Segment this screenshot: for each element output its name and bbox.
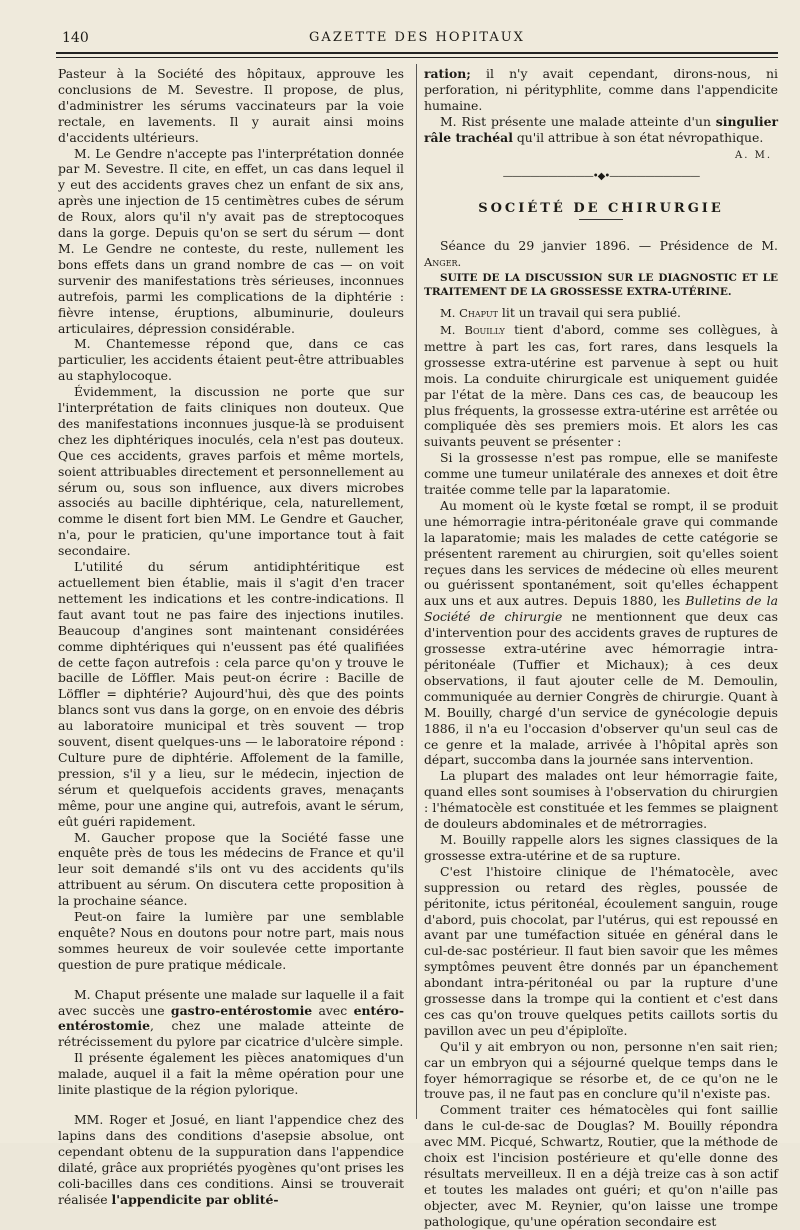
bold-term: ration; xyxy=(424,66,471,81)
paragraph: M. Bouilly rappelle alors les signes classiques de la grossesse extra-utérine et de sa rupture. xyxy=(424,831,778,863)
column-divider xyxy=(416,64,417,1119)
paragraph-bouilly xyxy=(424,322,778,450)
left-column xyxy=(58,66,404,1207)
bold-term: l'appendicite par oblité- xyxy=(111,1191,279,1207)
speaker-text: tient d'abord, comme ses collègues, à mettre à part les cas, fort rares, dans lesquels la grossesse extra-utérine est parvenue à sept ou huit mois. La conduite chirurgicale est uniquement guidée par l'état de la mère. Dans ces cas, de beaucoup les plus fréquents, la grossesse extra-utérine est arrêtée ou compliquée dès ses premiers mois. Et alors les cas suivants peuvent se présenter : xyxy=(424,321,778,450)
paragraph: M. Chantemesse répond que, dans ce cas particulier, les accidents étaient peut-être attribuables au staphylocoque. xyxy=(58,336,404,384)
seance-text: Séance du 29 janvier 1896. — Présidence de M. xyxy=(440,238,778,254)
paragraph-gap xyxy=(58,1098,404,1112)
header-rule-thick xyxy=(56,52,778,54)
speaker-text: lit un travail qui sera publié. xyxy=(497,305,681,321)
paragraph-gap xyxy=(58,973,404,987)
bold-term: singulier râle trachéal xyxy=(424,113,778,145)
page-number: 140 xyxy=(62,30,89,46)
speaker-name: M. Chaput xyxy=(440,306,498,321)
paragraph: La plupart des malades ont leur hémorragie faite, quand elles sont soumises à l'observation du chirurgien : l'hématocèle est constituée et les femmes se plaignent de douleurs abdominales et de métrorragies. xyxy=(424,768,778,832)
author-signature: A. M. xyxy=(735,149,772,161)
rist-text: M. Rist présente une malade atteinte d'un xyxy=(440,113,716,129)
header-rule-thin xyxy=(56,57,778,58)
paragraph: Qu'il y ait embryon ou non, personne n'en sait rien; car un embryon qui a séjourné quelque temps dans le foyer hémorragique se résorbe et, de ce qu'on ne le trouve pas, il ne faut pas en conclure qu'il n'existe pas. xyxy=(424,1038,778,1102)
paragraph: Si la grossesse n'est pas rompue, elle se manifeste comme une tumeur unilatérale des annexes et doit être traitée comme telle par la laparatomie. xyxy=(424,450,778,498)
continuation-text: il n'y avait cependant, dirons-nous, ni perforation, ni pérityphlite, comme dans l'appendicite humaine. xyxy=(424,66,778,113)
kyste-text: Au moment où le kyste fœtal se rompt, il se produit une hémorragie intra-péritonéale grave qui commande la laparatomie; mais les malades de cette catégorie se présentent rarement au chirurgien, soit qu'elles soient reçues dans les services de médecine où elles meurent ou guérissent spontanément, soit qu'elles échappent aux uns et aux autres. Depuis 1880, les xyxy=(424,497,778,609)
paragraph-chaput-chir xyxy=(424,305,778,322)
continuation-paragraph xyxy=(424,66,778,114)
ornament-divider: ——————————•◆•—————————— xyxy=(502,171,700,183)
connector-text: avec xyxy=(312,1002,354,1018)
subheading: SUITE DE LA DISCUSSION SUR LE DIAGNOSTIC ET LE TRAITEMENT DE LA GROSSESSE EXTRA-UTÉRINE. xyxy=(424,272,778,299)
paragraph-roger-josue xyxy=(58,1112,404,1207)
bold-term: entéro-entérostomie xyxy=(58,1002,404,1034)
bulletins-title: Bulletins de la Société de chirurgie xyxy=(424,593,778,625)
chaput-text-end: , chez une malade atteinte de rétrécissement du pylore par cicatrice d'ulcère simple. xyxy=(58,1018,404,1050)
paragraph-chaput xyxy=(58,987,404,1051)
section-title: SOCIÉTÉ DE CHIRURGIE xyxy=(478,201,724,217)
rist-paragraph xyxy=(424,114,778,146)
paragraph: C'est l'histoire clinique de l'hématocèle, avec suppression ou retard des règles, poussée de péritonite, ictus péritonéal, écoulement sanguin, rouge d'abord, puis chocolat, par l'utérus, qui est repoussé en avant par une tuméfaction située en général dans le cul-de-sac postérieur. Il faut bien savoir que les mêmes symptômes peuvent être donnés par un épanchement abondant intra-péritonéal ou par la rupture d'une grossesse dans la trompe qui la contient et c'est dans ces cas qu'on trouve quelques petits caillots sortis du pavillon avec un peu d'épiploïte. xyxy=(424,863,778,1038)
roger-text: MM. Roger et Josué, en liant l'appendice chez des lapins dans des conditions d'asepsie absolue, ont cependant obtenu de la suppuration dans l'appendice dilaté, grâce aux propriétés pyogènes qu'ont prises les coli-bacilles dans ces conditions. Ainsi se trouverait réalisée xyxy=(58,1112,404,1207)
rist-text-end: qu'il attribue à son état névropathique. xyxy=(512,129,764,145)
paragraph: M. Gaucher propose que la Société fasse une enquête près de tous les médecins de France et qu'il leur soit demandé s'ils ont vu des accidents qu'ils attribuent au sérum. On discutera cette proposition à la prochaine séance. xyxy=(58,829,404,909)
right-column xyxy=(424,66,778,1230)
section-rule xyxy=(579,219,623,220)
page-header xyxy=(56,30,778,50)
paragraph: Évidemment, la discussion ne porte que sur l'interprétation de faits cliniques non douteux. Que des manifestations inconnues jusque-là se produisent chez les diphtériques inoculés, cela n'est pas douteux. Que ces accidents, graves parfois et même mortels, soient attribuables directement et personnellement au sérum ou, sous son influence, aux divers microbes associés au bacille diphtérique, cela, naturellement, comme le disent fort bien MM. Le Gendre et Gaucher, n'a, pour le praticien, qu'une importance tout à fait secondaire. xyxy=(58,384,404,559)
bold-term: gastro-entérostomie xyxy=(170,1002,313,1018)
speaker-name: M. Bouilly xyxy=(440,322,505,337)
chaput-text: M. Chaput présente une malade sur laquelle il a fait avec succès une xyxy=(58,986,404,1018)
paragraph: M. Le Gendre n'accepte pas l'interprétation donnée par M. Sevestre. Il cite, en effet, un cas dans lequel il y eut des accidents graves chez un enfant de six ans, après une injection de 15 centimètres cubes de sérum de Roux, alors qu'il n'y avait pas de streptocoques dans la gorge. Depuis qu'on se sert du sérum — dont M. Le Gendre ne conteste, du reste, nullement les bons effets dans un grand nombre de cas — on voit survenir des manifestations très sérieuses, inconnues autrefois, parmi les complications de la diphtérie : fièvre intense, éruptions, albuminurie, douleurs articulaires, dépression considérable. xyxy=(58,145,404,336)
paragraph: Comment traiter ces hématocèles qui font saillie dans le cul-de-sac de Douglas? M. Bouilly répondra avec MM. Picqué, Schwartz, Routier, que la méthode de choix est l'incision postérieure et qu'elle donne des résultats merveilleux. Il en a déjà treize cas à son actif et toutes les malades ont guéri; et qu'on n'aille pas objecter, avec M. Reynier, qu'on laisse une trompe pathologique, qu'une opération secondaire est xyxy=(424,1102,778,1229)
running-title: GAZETTE DES HOPITAUX xyxy=(309,30,525,45)
paragraph: Il présente également les pièces anatomiques d'un malade, auquel il a fait la même opération pour une linite plastique de la région pylorique. xyxy=(58,1050,404,1098)
paragraph: Peut-on faire la lumière par une semblable enquête? Nous en doutons pour notre part, mais nous sommes heureux de voir soulevée cette importante question de pure pratique médicale. xyxy=(58,909,404,972)
paragraph: L'utilité du sérum antidiphtéritique est actuellement bien établie, mais il s'agit d'en tracer nettement les indications et les contre-indications. Il faut avant tout ne pas faire des injections inutiles. Beaucoup d'angines sont maintenant considérées comme diphtériques qui n'eussent pas été qualifiées de cette façon autrefois : cela parce qu'on y trouve le bacille de Löffler. Mais peut-on écrire : Bacille de Löffler = diphtérie? Aujourd'hui, dès que des points blancs sont vus dans la gorge, on en envoie des débris au laboratoire municipal et très souvent — trop souvent, disent quelques-uns — le laboratoire répond : Culture pure de diphtérie. Affolement de la famille, pression, s'il y a lieu, sur le médecin, injection de sérum et quelquefois accidents graves, menaçants même, pour une angine qui, autrefois, avant le sérum, eût guéri rapidement. xyxy=(58,559,404,829)
paragraph-kyste xyxy=(424,498,778,768)
kyste-text-end: ne mentionnent que deux cas d'intervention pour des accidents graves de ruptures de grossesse extra-utérine avec hémorragie intra-péritonéale (Tuffier et Michaux); à ces deux observations, il faut ajouter celle de M. Demoulin, communiquée au dernier Congrès de chirurgie. Quant à M. Bouilly, chargé d'un service de gynécologie depuis 1886, il n'a eu l'occasion d'observer qu'un seul cas de ce genre et la malade, arrivée à l'hôpital après son départ, succomba dans la journée sans intervention. xyxy=(424,609,778,768)
paragraph: Pasteur à la Société des hôpitaux, approuve les conclusions de M. Sevestre. Il propose, de plus, d'administrer les sérums vaccinateurs par la voie rectale, en lavements. Il y aurait ainsi moins d'accidents ultérieurs. xyxy=(58,66,404,145)
seance-line xyxy=(424,238,778,271)
president-name: Anger. xyxy=(424,255,462,270)
